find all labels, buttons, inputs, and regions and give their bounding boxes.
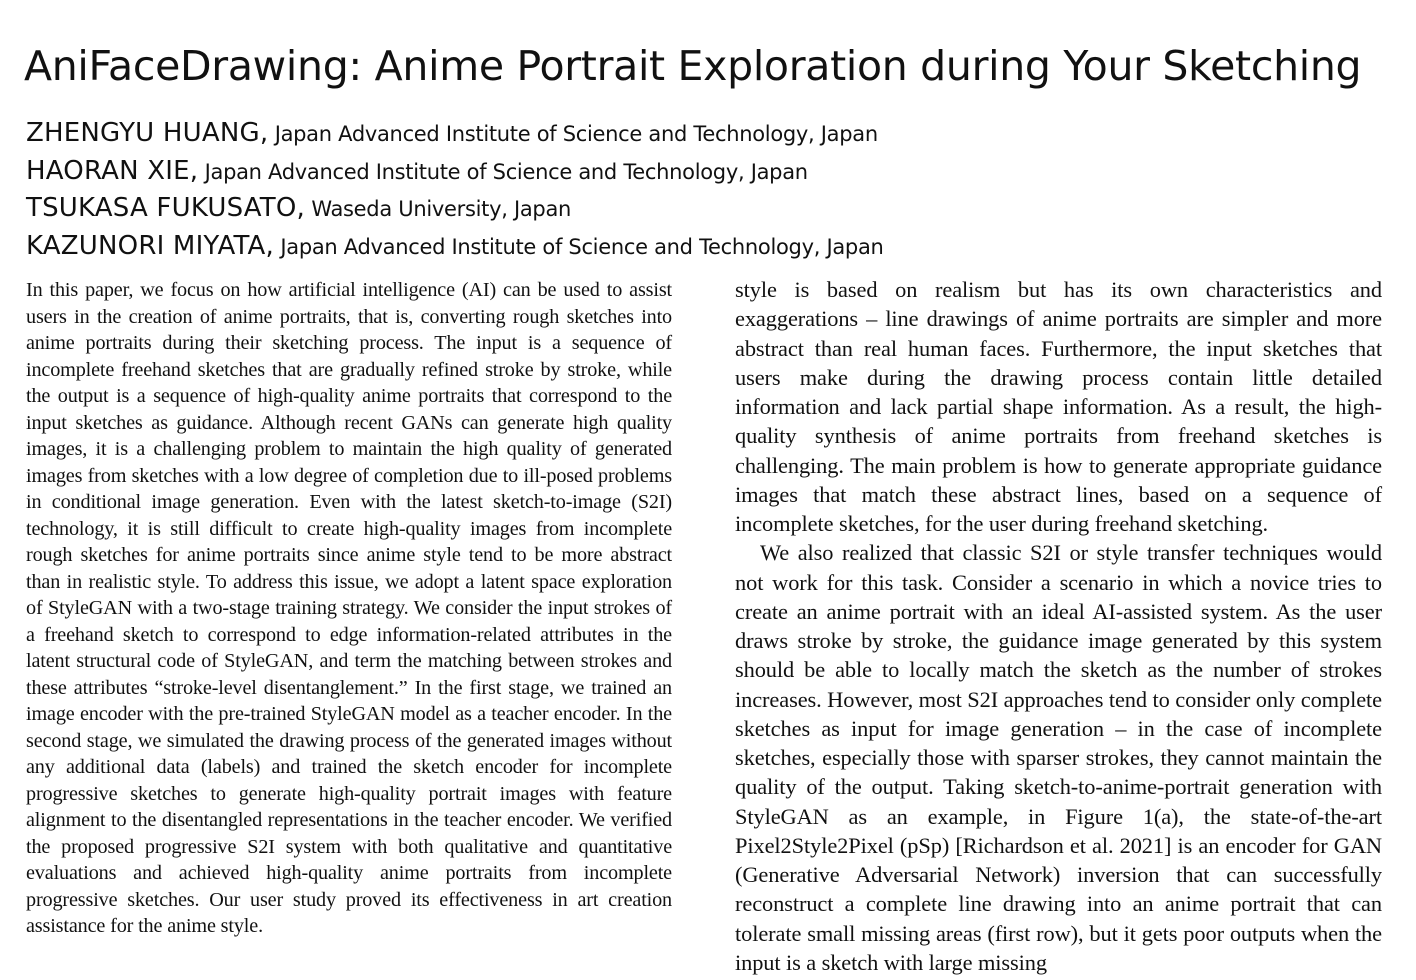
author-name: HAORAN XIE, — [26, 155, 199, 186]
author-affiliation: Japan Advanced Institute of Science and Technology, Japan — [268, 122, 878, 146]
author-line — [26, 228, 1226, 266]
author-line — [26, 190, 1226, 228]
author-affiliation: Japan Advanced Institute of Science and Technology, Japan — [273, 234, 884, 259]
author-name: ZHENGYU HUANG, — [26, 118, 269, 148]
author-list — [26, 115, 1226, 265]
abstract-column — [26, 277, 672, 940]
author-line — [26, 153, 1226, 191]
body-paragraph: We also realized that classic S2I or style transfer techniques would not work for this task. Consider a scenario in which a novice tries to create an anime portrait with an ideal AI-assisted system. As the user draws stroke by stroke, the guidance image generated by this system should be able to locally match the sketch as the number of strokes increases. However, most S2I approaches tend to consider only complete sketches as input for image generation – in the case of incomplete sketches, especially those with sparser strokes, they cannot maintain the quality of the output. Taking sketch-to-anime-portrait generation with StyleGAN as an example, in Figure 1(a), the state-of-the-art Pixel2Style2Pixel (pSp) [Richardson et al. 2021] is an encoder for GAN (Generative Adversarial Network) inversion that can successfully reconstruct a complete line drawing into an anime portrait that can tolerate small missing areas (first row), but it gets poor outputs when the input is a sketch with large missing — [735, 540, 1382, 975]
author-name: TSUKASA FUKUSATO, — [26, 193, 305, 223]
author-name: KAZUNORI MIYATA, — [26, 230, 274, 261]
abstract-paragraph: In this paper, we focus on how artificial intelligence (AI) can be used to assist users in the creation of anime portraits, that is, converting rough sketches into anime portraits during their sketching process. The input is a sequence of incomplete freehand sketches that are gradually refined stroke by stroke, while the output is a sequence of high-quality anime portraits that correspond to the input sketches as guidance. Although recent GANs can generate high quality images, it is a challenging problem to maintain the high quality of generated images from sketches with a low degree of completion due to ill-posed problems in conditional image generation. Even with the latest sketch-to-image (S2I) technology, it is still difficult to create high-quality images from incomplete rough sketches for anime portraits since anime style tend to be more abstract than in realistic style. To address this issue, we adopt a latent space exploration of StyleGAN with a two-stage training strategy. We consider the input strokes of a freehand sketch to correspond to edge information-related attributes in the latent structural code of StyleGAN, and term the matching between strokes and these attributes “stroke-level disentanglement.” In the first stage, we trained an image encoder with the pre-trained StyleGAN model as a teacher encoder. In the second stage, we simulated the drawing process of the generated images without any additional data (labels) and trained the sketch encoder for incomplete progressive sketches to generate high-quality portrait images with feature alignment to the disentangled representations in the teacher encoder. We verified the proposed progressive S2I system with both qualitative and quantitative evaluations and achieved high-quality anime portraits from incomplete progressive sketches. Our user study proved its effectiveness in art creation assistance for the anime style. — [26, 279, 672, 937]
body-column — [735, 275, 1382, 977]
author-affiliation: Waseda University, Japan — [304, 197, 572, 221]
paper-title: AniFaceDrawing: Anime Portrait Exploration during Your Sketching — [24, 42, 1362, 90]
author-affiliation: Japan Advanced Institute of Science and Technology, Japan — [198, 159, 808, 184]
author-line — [26, 115, 1226, 153]
body-paragraph: style is based on realism but has its own characteristics and exaggerations – line drawings of anime portraits are simpler and more abstract than real human faces. Furthermore, the input sketches that users make during the drawing process contain little detailed information and lack partial shape information. As a result, the high-quality synthesis of anime portraits from freehand sketches is challenging. The main problem is how to generate appropriate guidance images that match these abstract lines, based on a sequence of incomplete sketches, for the user during freehand sketching. — [735, 277, 1382, 536]
